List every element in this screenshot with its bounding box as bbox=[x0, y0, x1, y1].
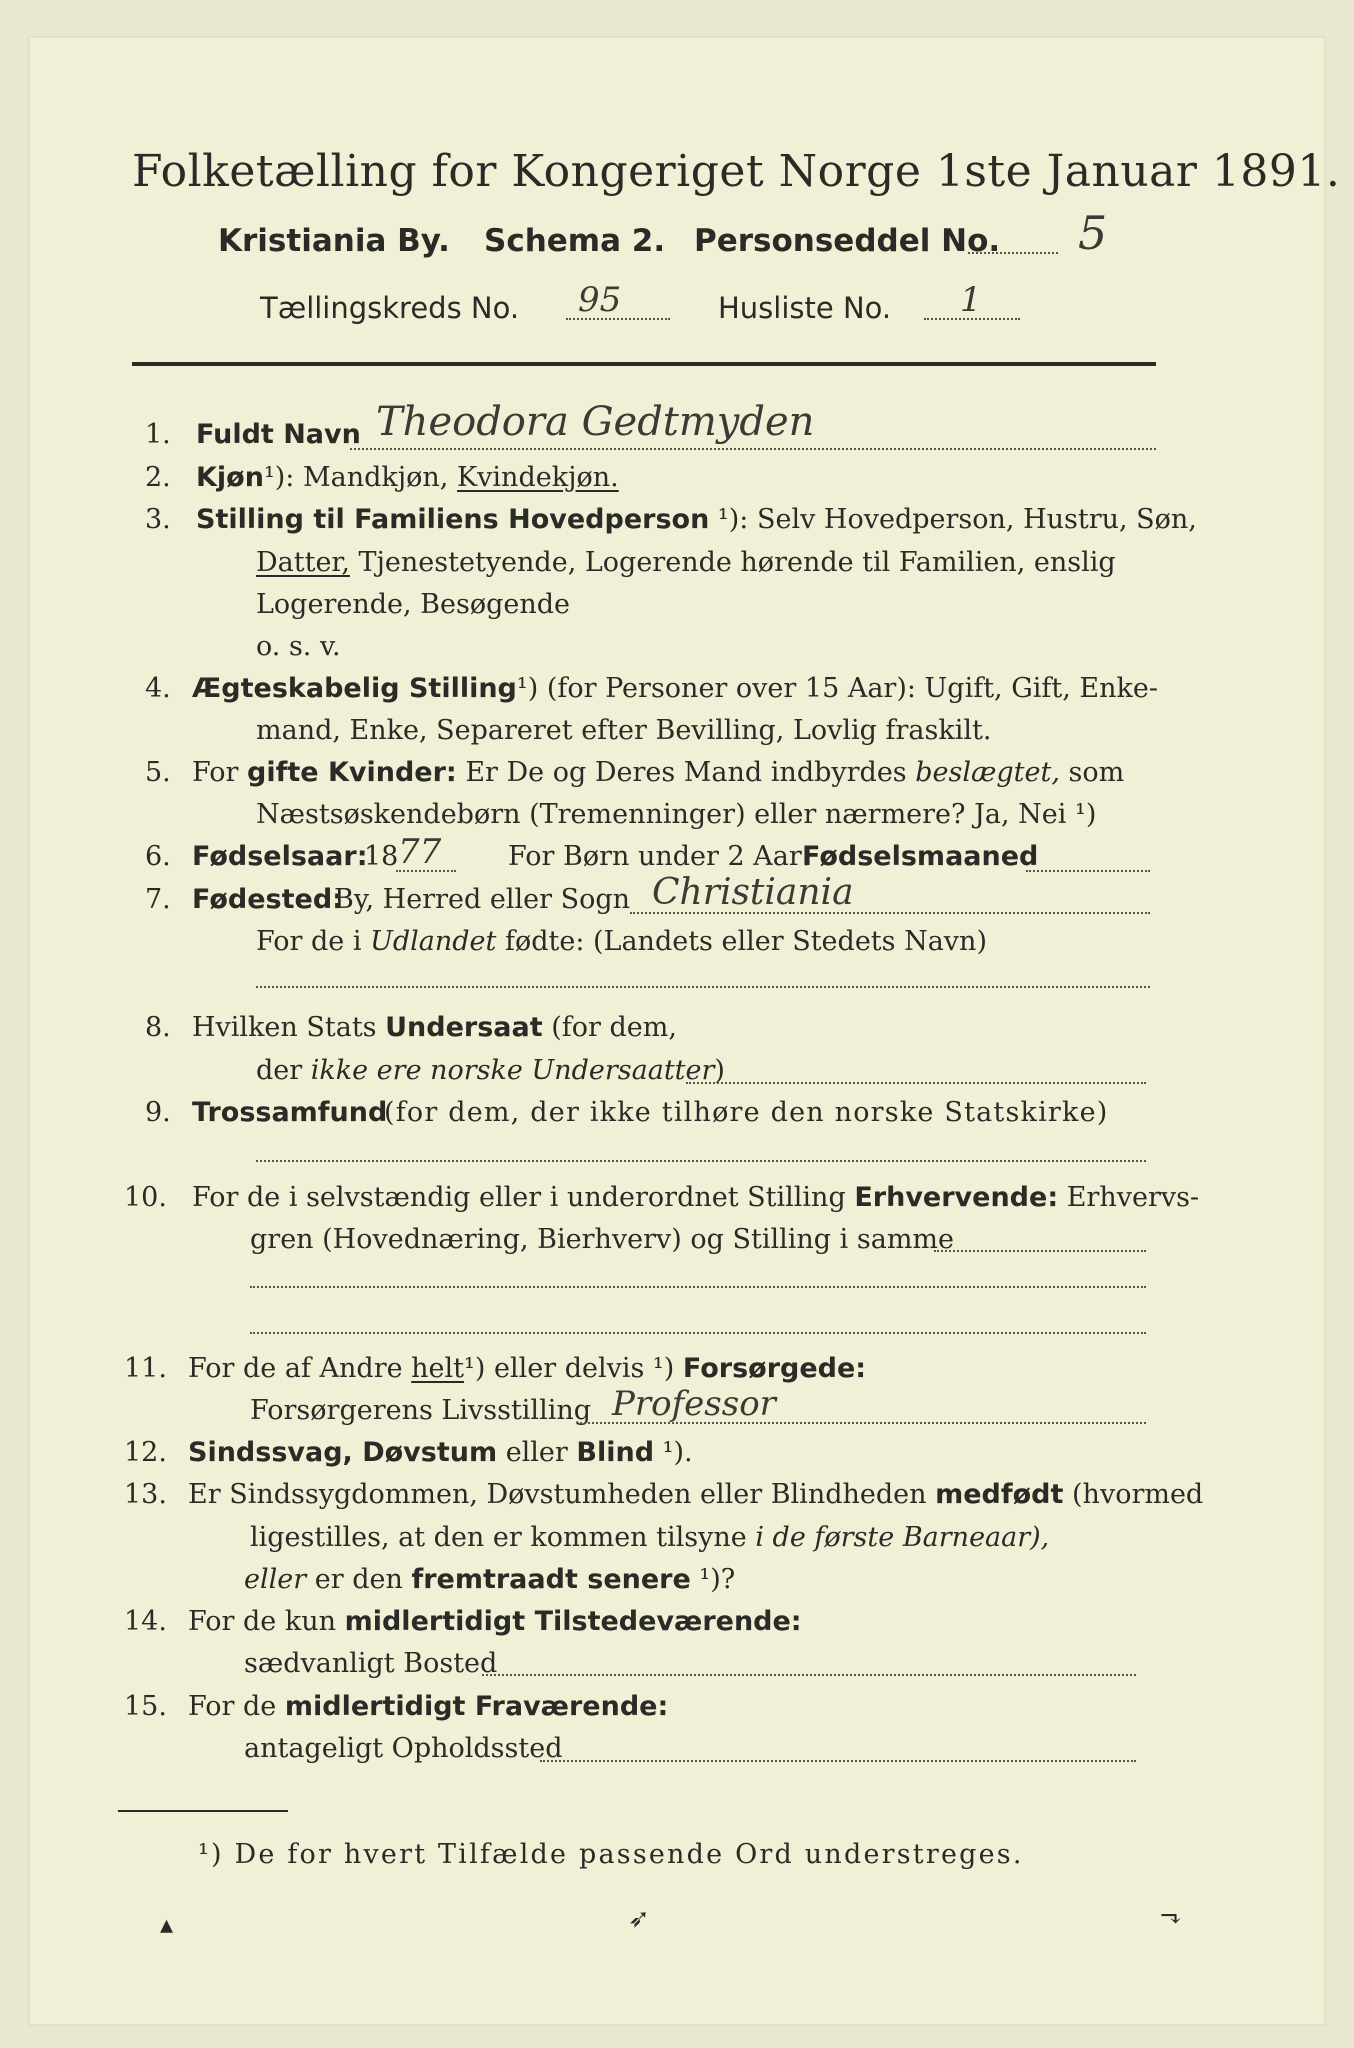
birth-year-line bbox=[396, 870, 456, 872]
disability-blind: Blind bbox=[576, 1437, 655, 1468]
married-women-question: Er De og Deres Mand indbyrdes bbox=[465, 757, 907, 788]
birth-year-value: 77 bbox=[398, 832, 442, 872]
birth-year-prefix: 18 bbox=[364, 841, 399, 872]
occupation-question-2: gren (Hovednæring, Bierhverv) og Stilling i samme bbox=[250, 1224, 955, 1255]
sex-footnote: ¹): bbox=[263, 462, 295, 493]
item-number-1: 1. bbox=[145, 419, 171, 450]
citizenship-label: Undersaat bbox=[385, 1012, 543, 1043]
family-position-options-1: Selv Hovedperson, Hustru, Søn, bbox=[756, 504, 1197, 535]
provider-occupation-value: Professor bbox=[612, 1384, 776, 1424]
provider-occupation-label: Forsørgerens Livsstilling bbox=[250, 1395, 592, 1426]
husliste-value: 1 bbox=[960, 280, 982, 320]
personseddel-value: 5 bbox=[1078, 206, 1108, 260]
item-number-2: 2. bbox=[145, 462, 171, 493]
supported-helt: helt bbox=[411, 1353, 465, 1384]
personseddel-line bbox=[968, 252, 1058, 254]
provider-occupation-line bbox=[580, 1422, 1146, 1424]
birthplace-abroad-a: For de i bbox=[256, 926, 362, 957]
item-number-6: 6. bbox=[145, 841, 171, 872]
corner-mark-right: ⬎ bbox=[1160, 1904, 1182, 1934]
probable-stay-label: antageligt Opholdssted bbox=[244, 1733, 563, 1764]
sex-label: Kjøn bbox=[196, 462, 264, 493]
usual-residence-line bbox=[482, 1674, 1136, 1676]
married-women-row-1 bbox=[192, 756, 1124, 790]
family-position-options-2: Tjenestetyende, Logerende hørende til Familien, enslig bbox=[358, 547, 1116, 578]
temporary-absent-a: For de bbox=[188, 1691, 277, 1722]
family-position-options-3: Logerende, Besøgende bbox=[256, 589, 570, 620]
congenital-row-1 bbox=[188, 1478, 1203, 1512]
congenital-row-3 bbox=[244, 1563, 735, 1597]
probable-stay-line bbox=[540, 1760, 1136, 1762]
kreds-line bbox=[566, 318, 670, 320]
congenital-italic: i de første Barneaar), bbox=[755, 1522, 1050, 1553]
citizenship-der: der bbox=[256, 1055, 303, 1086]
occupation-line-2 bbox=[250, 1286, 1146, 1288]
supported-row-1 bbox=[188, 1352, 866, 1386]
congenital-later-label: fremtraadt senere bbox=[411, 1564, 691, 1595]
birthplace-value: Christiania bbox=[652, 872, 854, 913]
birth-month-line bbox=[1026, 870, 1150, 872]
citizenship-line bbox=[686, 1082, 1146, 1084]
occupation-line-3 bbox=[250, 1332, 1146, 1334]
item-number-9: 9. bbox=[145, 1097, 171, 1128]
birthplace-question: By, Herred eller Sogn bbox=[334, 884, 630, 915]
religion-label: Trossamfund bbox=[192, 1097, 388, 1128]
item-number-14: 14. bbox=[124, 1606, 167, 1637]
corner-mark-center: ➶ bbox=[628, 1904, 650, 1934]
married-women-som: som bbox=[1068, 757, 1125, 788]
temporary-present-row bbox=[188, 1605, 802, 1639]
marital-label: Ægteskabelig Stilling bbox=[192, 673, 517, 704]
occupation-a: For de i selvstændig eller i underordnet Stilling bbox=[192, 1182, 846, 1213]
temporary-absent-row bbox=[188, 1690, 668, 1724]
husliste-line bbox=[924, 318, 1020, 320]
married-women-label: gifte Kvinder: bbox=[247, 757, 457, 788]
disability-label: Sindssvag, Døvstum bbox=[188, 1437, 498, 1468]
schema-label: Schema 2. bbox=[484, 223, 666, 259]
congenital-line3: er den bbox=[314, 1564, 403, 1595]
congenital-a: Er Sindssygdommen, Døvstumheden eller Blindheden bbox=[188, 1479, 927, 1510]
congenital-row-2 bbox=[250, 1521, 1049, 1555]
disability-or: eller bbox=[505, 1437, 568, 1468]
item-number-11: 11. bbox=[124, 1353, 167, 1384]
birth-year-label: Fødselsaar: bbox=[192, 841, 368, 872]
family-position-datter: Datter, bbox=[256, 547, 350, 578]
kreds-label: Tællingskreds No. bbox=[260, 291, 520, 325]
birthplace-abroad-line bbox=[256, 986, 1150, 988]
family-position-label: Stilling til Familiens Hovedperson bbox=[196, 504, 710, 535]
corner-mark-left: ▴ bbox=[160, 1910, 174, 1940]
full-name-line bbox=[350, 448, 1156, 450]
married-women-pre: For bbox=[192, 757, 239, 788]
occupation-b: Erhvervs- bbox=[1066, 1182, 1200, 1213]
supported-b: ¹) eller delvis ¹) bbox=[464, 1353, 675, 1384]
married-women-related: beslægtet, bbox=[915, 757, 1060, 788]
header-rule bbox=[132, 362, 1156, 366]
congenital-b: (hvormed bbox=[1072, 1479, 1204, 1510]
religion-question: (for dem, der ikke tilhøre den norske Statskirke) bbox=[384, 1097, 1109, 1128]
item-number-3: 3. bbox=[145, 504, 171, 535]
religion-line bbox=[256, 1160, 1146, 1162]
sex-row bbox=[196, 461, 619, 495]
birthplace-abroad-row bbox=[256, 925, 987, 959]
citizenship-row-1 bbox=[192, 1011, 677, 1045]
item-number-12: 12. bbox=[124, 1437, 167, 1468]
family-position-row-1 bbox=[196, 503, 1197, 537]
occupation-label: Erhvervende: bbox=[854, 1182, 1059, 1213]
family-position-row-2 bbox=[256, 546, 1116, 580]
full-name-label: Fuldt Navn bbox=[196, 419, 361, 450]
husliste-label: Husliste No. bbox=[718, 291, 892, 325]
birthplace-line bbox=[630, 912, 1150, 914]
occupation-line-1 bbox=[934, 1250, 1146, 1252]
temporary-absent-label: midlertidigt Fraværende: bbox=[284, 1691, 669, 1722]
form-title: Folketælling for Kongeriget Norge 1ste Januar 1891. bbox=[132, 146, 1341, 197]
footnote-text: ¹) De for hvert Tilfælde passende Ord understreges. bbox=[198, 1839, 1024, 1870]
citizenship-italic: ikke ere norske Undersaatter bbox=[310, 1055, 715, 1086]
sex-male-option: Mandkjøn, bbox=[303, 462, 449, 493]
family-position-options-4: o. s. v. bbox=[256, 631, 341, 662]
sex-female-option: Kvindekjøn. bbox=[457, 462, 619, 493]
temporary-present-label: midlertidigt Tilstedeværende: bbox=[344, 1606, 802, 1637]
item-number-7: 7. bbox=[145, 884, 171, 915]
citizenship-a: Hvilken Stats bbox=[192, 1012, 377, 1043]
married-women-question-2: Næstsøskendebørn (Tremenninger) eller nærmere? Ja, Nei ¹) bbox=[256, 799, 1097, 830]
marital-row-1 bbox=[192, 672, 1158, 706]
birth-year-child-note: For Børn under 2 Aar: bbox=[508, 841, 811, 872]
temporary-present-a: For de kun bbox=[188, 1606, 336, 1637]
city-label: Kristiania By. bbox=[218, 223, 450, 259]
usual-residence-label: sædvanligt Bosted bbox=[244, 1648, 498, 1679]
marital-options-1: ¹) (for Personer over 15 Aar): Ugift, Gift, Enke- bbox=[516, 673, 1158, 704]
congenital-footnote: ¹)? bbox=[699, 1564, 736, 1595]
family-position-footnote: ¹): bbox=[717, 504, 749, 535]
item-number-15: 15. bbox=[124, 1691, 167, 1722]
footnote-rule bbox=[118, 1810, 288, 1812]
disability-row bbox=[188, 1436, 693, 1470]
birthplace-abroad-b: fødte: (Landets eller Stedets Navn) bbox=[504, 926, 987, 957]
item-number-10: 10. bbox=[124, 1182, 167, 1213]
kreds-value: 95 bbox=[578, 280, 622, 320]
disability-footnote: ¹). bbox=[662, 1437, 693, 1468]
item-number-5: 5. bbox=[145, 757, 171, 788]
item-number-13: 13. bbox=[124, 1479, 167, 1510]
item-number-4: 4. bbox=[145, 673, 171, 704]
supported-label: Forsørgede: bbox=[682, 1353, 867, 1384]
birth-month-label: Fødselsmaaned bbox=[802, 841, 1039, 872]
item-number-8: 8. bbox=[145, 1012, 171, 1043]
citizenship-b: (for dem, bbox=[551, 1012, 677, 1043]
marital-options-2: mand, Enke, Separeret efter Bevilling, Lovlig fraskilt. bbox=[256, 715, 992, 746]
citizenship-row-2: der ikke ere norske Undersaatter) bbox=[256, 1055, 725, 1086]
occupation-row-1 bbox=[192, 1181, 1199, 1215]
congenital-eller: eller bbox=[244, 1564, 307, 1595]
congenital-label: medfødt bbox=[935, 1479, 1064, 1510]
full-name-value: Theodora Gedtmyden bbox=[376, 399, 815, 445]
birthplace-label: Fødested: bbox=[192, 884, 343, 915]
birthplace-abroad-italic: Udlandet bbox=[370, 926, 497, 957]
congenital-line2: ligestilles, at den er kommen tilsyne bbox=[250, 1522, 747, 1553]
personseddel-label: Personseddel No. bbox=[694, 223, 1001, 259]
supported-a: For de af Andre bbox=[188, 1353, 403, 1384]
